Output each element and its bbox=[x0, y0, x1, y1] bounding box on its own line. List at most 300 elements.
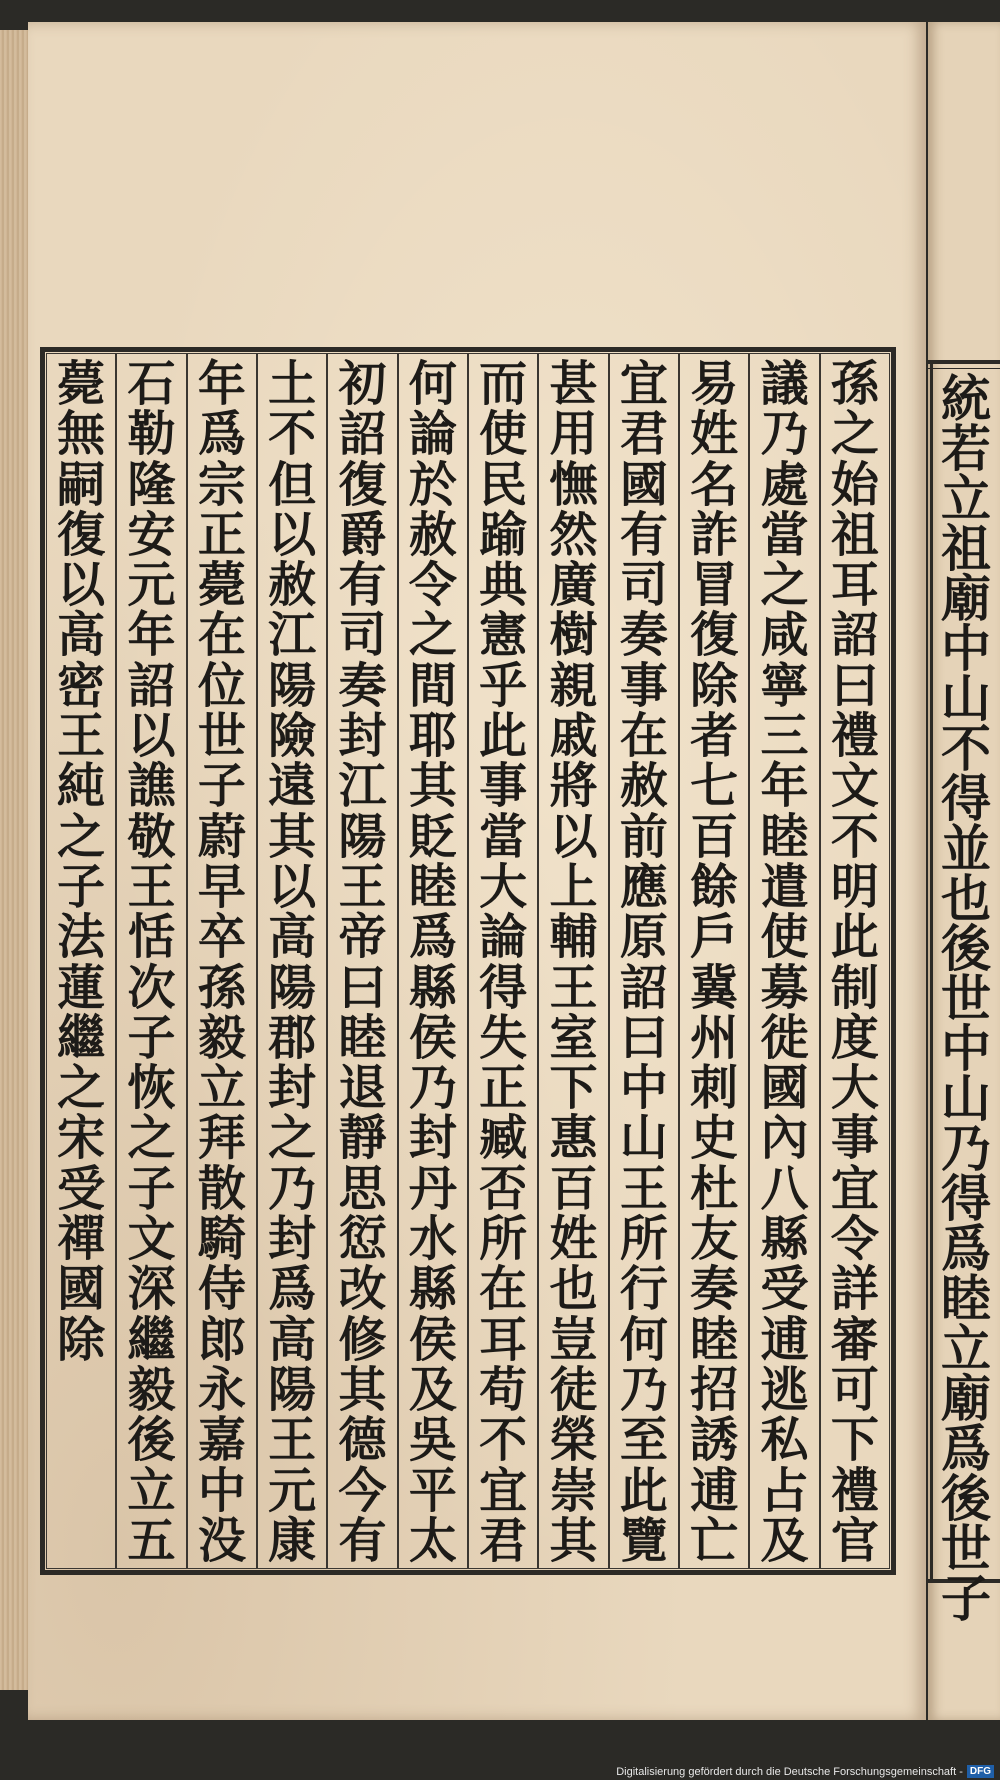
glyph: 立 bbox=[127, 1462, 176, 1519]
text-column bbox=[540, 356, 608, 1569]
glyph: 安 bbox=[127, 506, 176, 563]
glyph: 間 bbox=[408, 657, 457, 714]
text-column bbox=[399, 356, 467, 1569]
glyph: 民 bbox=[479, 456, 528, 513]
glyph: 睦 bbox=[338, 1009, 387, 1066]
glyph: 者 bbox=[690, 708, 739, 765]
glyph: 得 bbox=[941, 769, 991, 828]
glyph: 陽 bbox=[268, 1361, 317, 1418]
text-column bbox=[258, 356, 326, 1569]
glyph: 在 bbox=[619, 708, 668, 765]
glyph: 年 bbox=[760, 758, 809, 815]
glyph: 而 bbox=[479, 356, 528, 412]
glyph: 事 bbox=[830, 1110, 879, 1167]
glyph: 徙 bbox=[760, 1009, 809, 1066]
glyph: 山 bbox=[941, 1069, 991, 1128]
glyph: 乎 bbox=[479, 657, 528, 714]
glyph: 逋 bbox=[690, 1462, 739, 1519]
glyph: 乃 bbox=[268, 1160, 317, 1217]
glyph: 乃 bbox=[408, 1060, 457, 1117]
glyph: 於 bbox=[408, 456, 457, 513]
glyph: 正 bbox=[479, 1060, 528, 1117]
glyph: 睦 bbox=[408, 858, 457, 915]
glyph: 曰 bbox=[619, 1009, 668, 1066]
glyph: 文 bbox=[830, 758, 879, 815]
glyph: 榮 bbox=[549, 1412, 598, 1469]
glyph: 典 bbox=[479, 557, 528, 614]
glyph: 永 bbox=[197, 1361, 246, 1418]
text-column bbox=[329, 356, 397, 1569]
glyph: 失 bbox=[479, 1009, 528, 1066]
glyph: 没 bbox=[197, 1512, 246, 1569]
glyph: 侯 bbox=[408, 1009, 457, 1066]
glyph: 論 bbox=[408, 406, 457, 463]
glyph: 始 bbox=[830, 456, 879, 513]
glyph: 禮 bbox=[830, 708, 879, 765]
glyph: 子 bbox=[57, 858, 106, 915]
glyph: 次 bbox=[127, 959, 176, 1016]
glyph: 縣 bbox=[408, 959, 457, 1016]
next-page-frame-left bbox=[930, 362, 933, 1582]
glyph: 禪 bbox=[57, 1211, 106, 1268]
glyph: 豈 bbox=[549, 1311, 598, 1368]
glyph: 不 bbox=[830, 808, 879, 865]
glyph: 詳 bbox=[830, 1261, 879, 1318]
glyph: 憲 bbox=[479, 607, 528, 664]
glyph: 私 bbox=[760, 1412, 809, 1469]
glyph: 其 bbox=[549, 1512, 598, 1569]
glyph: 百 bbox=[549, 1160, 598, 1217]
glyph: 何 bbox=[619, 1311, 668, 1368]
glyph: 之 bbox=[57, 808, 106, 865]
glyph: 立 bbox=[197, 1060, 246, 1117]
glyph: 後 bbox=[941, 919, 991, 978]
glyph: 世 bbox=[197, 708, 246, 765]
glyph: 此 bbox=[479, 708, 528, 765]
glyph: 爲 bbox=[268, 1261, 317, 1318]
next-page-text-column bbox=[936, 369, 996, 1628]
glyph: 禮 bbox=[830, 1462, 879, 1519]
glyph: 侍 bbox=[197, 1261, 246, 1318]
glyph: 密 bbox=[57, 657, 106, 714]
glyph: 宜 bbox=[619, 356, 668, 412]
glyph: 陽 bbox=[268, 959, 317, 1016]
glyph: 愆 bbox=[338, 1211, 387, 1268]
glyph: 官 bbox=[830, 1512, 879, 1569]
glyph: 爲 bbox=[941, 1219, 991, 1278]
glyph: 宗 bbox=[197, 456, 246, 513]
glyph: 乃 bbox=[760, 406, 809, 463]
glyph: 之 bbox=[760, 557, 809, 614]
glyph: 司 bbox=[338, 607, 387, 664]
glyph: 此 bbox=[619, 1462, 668, 1519]
glyph: 法 bbox=[57, 909, 106, 966]
glyph: 受 bbox=[760, 1261, 809, 1318]
glyph: 修 bbox=[338, 1311, 387, 1368]
glyph: 以 bbox=[127, 708, 176, 765]
glyph: 大 bbox=[830, 1060, 879, 1117]
glyph: 不 bbox=[479, 1412, 528, 1469]
glyph: 至 bbox=[619, 1412, 668, 1469]
glyph: 遣 bbox=[760, 858, 809, 915]
glyph: 耳 bbox=[479, 1311, 528, 1368]
glyph: 可 bbox=[830, 1361, 879, 1418]
glyph: 世 bbox=[941, 969, 991, 1028]
glyph: 乃 bbox=[941, 1119, 991, 1178]
glyph: 除 bbox=[690, 657, 739, 714]
glyph: 亡 bbox=[690, 1512, 739, 1569]
glyph: 樹 bbox=[549, 607, 598, 664]
glyph: 祖 bbox=[830, 506, 879, 563]
glyph: 事 bbox=[619, 657, 668, 714]
glyph: 貶 bbox=[408, 808, 457, 865]
glyph: 除 bbox=[57, 1311, 106, 1368]
glyph: 後 bbox=[941, 1469, 991, 1528]
glyph: 世 bbox=[941, 1519, 991, 1578]
glyph: 敬 bbox=[127, 808, 176, 865]
digitization-credit bbox=[616, 1765, 994, 1778]
glyph: 七 bbox=[690, 758, 739, 815]
glyph: 年 bbox=[127, 607, 176, 664]
glyph: 募 bbox=[760, 959, 809, 1016]
glyph: 吳 bbox=[408, 1412, 457, 1469]
glyph: 康 bbox=[268, 1512, 317, 1569]
glyph: 並 bbox=[941, 819, 991, 878]
glyph: 縣 bbox=[760, 1211, 809, 1268]
glyph: 爲 bbox=[197, 406, 246, 463]
glyph: 毅 bbox=[197, 1009, 246, 1066]
glyph: 論 bbox=[479, 909, 528, 966]
glyph: 散 bbox=[197, 1160, 246, 1217]
glyph: 得 bbox=[479, 959, 528, 1016]
glyph: 山 bbox=[619, 1110, 668, 1167]
glyph: 廟 bbox=[941, 1369, 991, 1428]
glyph: 大 bbox=[479, 858, 528, 915]
glyph: 子 bbox=[127, 1009, 176, 1066]
glyph: 百 bbox=[690, 808, 739, 865]
glyph: 嗣 bbox=[57, 456, 106, 513]
next-page-fragment bbox=[928, 22, 1000, 1720]
glyph: 之 bbox=[830, 406, 879, 463]
glyph: 何 bbox=[408, 356, 457, 412]
glyph: 當 bbox=[760, 506, 809, 563]
glyph: 逃 bbox=[760, 1361, 809, 1418]
glyph: 封 bbox=[268, 1060, 317, 1117]
glyph: 室 bbox=[549, 1009, 598, 1066]
glyph: 餘 bbox=[690, 858, 739, 915]
glyph: 元 bbox=[127, 557, 176, 614]
glyph: 王 bbox=[268, 1412, 317, 1469]
glyph: 靜 bbox=[338, 1110, 387, 1167]
glyph: 崇 bbox=[549, 1462, 598, 1519]
text-column bbox=[610, 356, 678, 1569]
glyph: 友 bbox=[690, 1211, 739, 1268]
glyph: 使 bbox=[479, 406, 528, 463]
glyph: 徒 bbox=[549, 1361, 598, 1418]
glyph: 招 bbox=[690, 1361, 739, 1418]
glyph: 統 bbox=[941, 369, 991, 428]
text-column bbox=[47, 356, 115, 1565]
glyph: 戶 bbox=[690, 909, 739, 966]
glyph: 明 bbox=[830, 858, 879, 915]
glyph: 三 bbox=[760, 708, 809, 765]
glyph: 復 bbox=[57, 506, 106, 563]
glyph: 詐 bbox=[690, 506, 739, 563]
glyph: 陽 bbox=[268, 657, 317, 714]
glyph: 奏 bbox=[619, 607, 668, 664]
glyph: 姓 bbox=[549, 1211, 598, 1268]
glyph: 蓮 bbox=[57, 959, 106, 1016]
glyph: 有 bbox=[338, 1512, 387, 1569]
glyph: 詔 bbox=[127, 657, 176, 714]
glyph: 司 bbox=[619, 557, 668, 614]
glyph: 覽 bbox=[619, 1512, 668, 1569]
glyph: 其 bbox=[268, 808, 317, 865]
glyph: 爲 bbox=[941, 1419, 991, 1478]
glyph: 宋 bbox=[57, 1110, 106, 1167]
text-column bbox=[821, 356, 889, 1569]
glyph: 下 bbox=[549, 1060, 598, 1117]
glyph: 勒 bbox=[127, 406, 176, 463]
glyph: 也 bbox=[549, 1261, 598, 1318]
glyph: 土 bbox=[268, 356, 317, 412]
glyph: 刺 bbox=[690, 1060, 739, 1117]
glyph: 睦 bbox=[690, 1311, 739, 1368]
glyph: 內 bbox=[760, 1110, 809, 1167]
glyph: 苟 bbox=[479, 1361, 528, 1418]
glyph: 中 bbox=[197, 1462, 246, 1519]
glyph: 高 bbox=[57, 607, 106, 664]
glyph: 毅 bbox=[127, 1361, 176, 1418]
glyph: 睦 bbox=[941, 1269, 991, 1328]
glyph: 侯 bbox=[408, 1311, 457, 1368]
glyph: 上 bbox=[549, 858, 598, 915]
glyph: 議 bbox=[760, 356, 809, 412]
glyph: 後 bbox=[127, 1412, 176, 1469]
dfg-logo: DFG bbox=[967, 1765, 994, 1778]
glyph: 當 bbox=[479, 808, 528, 865]
glyph: 咸 bbox=[760, 607, 809, 664]
glyph: 王 bbox=[127, 858, 176, 915]
glyph: 其 bbox=[338, 1361, 387, 1418]
glyph: 郎 bbox=[197, 1311, 246, 1368]
glyph: 名 bbox=[690, 456, 739, 513]
glyph: 不 bbox=[941, 719, 991, 778]
glyph: 位 bbox=[197, 657, 246, 714]
glyph: 姓 bbox=[690, 406, 739, 463]
glyph: 應 bbox=[619, 858, 668, 915]
glyph: 廣 bbox=[549, 557, 598, 614]
glyph: 無 bbox=[57, 406, 106, 463]
glyph: 早 bbox=[197, 858, 246, 915]
glyph: 耳 bbox=[830, 557, 879, 614]
glyph: 踰 bbox=[479, 506, 528, 563]
glyph: 詔 bbox=[830, 607, 879, 664]
glyph: 使 bbox=[760, 909, 809, 966]
glyph: 嘉 bbox=[197, 1412, 246, 1469]
glyph: 石 bbox=[127, 356, 176, 412]
credit-text: Digitalisierung gefördert durch die Deutsche Forschungsgemeinschaft - bbox=[616, 1765, 963, 1778]
glyph: 中 bbox=[941, 1019, 991, 1078]
glyph: 薨 bbox=[57, 356, 106, 412]
glyph: 水 bbox=[408, 1211, 457, 1268]
text-column bbox=[469, 356, 537, 1569]
glyph: 戚 bbox=[549, 708, 598, 765]
glyph: 封 bbox=[338, 708, 387, 765]
glyph: 純 bbox=[57, 758, 106, 815]
glyph: 中 bbox=[941, 619, 991, 678]
glyph: 甚 bbox=[549, 356, 598, 412]
glyph: 立 bbox=[941, 1319, 991, 1378]
glyph: 繼 bbox=[127, 1311, 176, 1368]
glyph: 元 bbox=[268, 1462, 317, 1519]
glyph: 度 bbox=[830, 1009, 879, 1066]
glyph: 乃 bbox=[619, 1361, 668, 1418]
glyph: 初 bbox=[338, 356, 387, 412]
glyph: 所 bbox=[619, 1211, 668, 1268]
glyph: 受 bbox=[57, 1160, 106, 1217]
glyph: 爲 bbox=[408, 909, 457, 966]
glyph: 耶 bbox=[408, 708, 457, 765]
glyph: 憮 bbox=[549, 456, 598, 513]
glyph: 隆 bbox=[127, 456, 176, 513]
glyph: 州 bbox=[690, 1009, 739, 1066]
glyph: 令 bbox=[408, 557, 457, 614]
glyph: 爵 bbox=[338, 506, 387, 563]
glyph: 恢 bbox=[127, 1060, 176, 1117]
glyph: 惠 bbox=[549, 1110, 598, 1167]
glyph: 德 bbox=[338, 1412, 387, 1469]
glyph: 以 bbox=[57, 557, 106, 614]
glyph: 寧 bbox=[760, 657, 809, 714]
glyph: 杜 bbox=[690, 1160, 739, 1217]
glyph: 祖 bbox=[941, 519, 991, 578]
glyph: 遠 bbox=[268, 758, 317, 815]
glyph: 否 bbox=[479, 1160, 528, 1217]
glyph: 薨 bbox=[197, 557, 246, 614]
glyph: 江 bbox=[338, 758, 387, 815]
glyph: 用 bbox=[549, 406, 598, 463]
glyph: 誘 bbox=[690, 1412, 739, 1469]
glyph: 騎 bbox=[197, 1211, 246, 1268]
glyph: 之 bbox=[127, 1110, 176, 1167]
glyph: 改 bbox=[338, 1261, 387, 1318]
glyph: 曰 bbox=[830, 657, 879, 714]
glyph: 親 bbox=[549, 657, 598, 714]
glyph: 審 bbox=[830, 1311, 879, 1368]
glyph: 正 bbox=[197, 506, 246, 563]
glyph: 此 bbox=[830, 909, 879, 966]
glyph: 及 bbox=[760, 1512, 809, 1569]
glyph: 前 bbox=[619, 808, 668, 865]
glyph: 逋 bbox=[760, 1311, 809, 1368]
text-column bbox=[680, 356, 748, 1569]
glyph: 郡 bbox=[268, 1009, 317, 1066]
glyph: 及 bbox=[408, 1361, 457, 1418]
glyph: 在 bbox=[197, 607, 246, 664]
glyph: 之 bbox=[268, 1110, 317, 1167]
glyph: 以 bbox=[549, 808, 598, 865]
glyph: 冒 bbox=[690, 557, 739, 614]
glyph: 以 bbox=[268, 506, 317, 563]
glyph: 退 bbox=[338, 1060, 387, 1117]
glyph: 高 bbox=[268, 1311, 317, 1368]
glyph: 蔚 bbox=[197, 808, 246, 865]
glyph: 以 bbox=[268, 858, 317, 915]
glyph: 險 bbox=[268, 708, 317, 765]
glyph: 詔 bbox=[619, 959, 668, 1016]
glyph: 其 bbox=[408, 758, 457, 815]
glyph: 有 bbox=[338, 557, 387, 614]
glyph: 孫 bbox=[197, 959, 246, 1016]
glyph: 封 bbox=[268, 1211, 317, 1268]
glyph: 文 bbox=[127, 1211, 176, 1268]
glyph: 太 bbox=[408, 1512, 457, 1569]
glyph: 王 bbox=[57, 708, 106, 765]
glyph: 奏 bbox=[338, 657, 387, 714]
glyph: 封 bbox=[408, 1110, 457, 1167]
glyph: 得 bbox=[941, 1169, 991, 1228]
glyph: 赦 bbox=[408, 506, 457, 563]
glyph: 譙 bbox=[127, 758, 176, 815]
glyph: 卒 bbox=[197, 909, 246, 966]
glyph: 中 bbox=[619, 1060, 668, 1117]
glyph: 冀 bbox=[690, 959, 739, 1016]
glyph: 深 bbox=[127, 1261, 176, 1318]
glyph: 八 bbox=[760, 1160, 809, 1217]
glyph: 君 bbox=[619, 406, 668, 463]
glyph: 下 bbox=[830, 1412, 879, 1469]
glyph: 易 bbox=[690, 356, 739, 412]
glyph: 史 bbox=[690, 1110, 739, 1167]
glyph: 占 bbox=[760, 1462, 809, 1519]
glyph: 帝 bbox=[338, 909, 387, 966]
glyph: 赦 bbox=[268, 557, 317, 614]
glyph: 今 bbox=[338, 1462, 387, 1519]
glyph: 國 bbox=[57, 1261, 106, 1318]
glyph: 之 bbox=[57, 1060, 106, 1117]
glyph: 之 bbox=[408, 607, 457, 664]
glyph: 令 bbox=[830, 1211, 879, 1268]
glyph: 繼 bbox=[57, 1009, 106, 1066]
glyph: 國 bbox=[619, 456, 668, 513]
glyph: 在 bbox=[479, 1261, 528, 1318]
glyph: 處 bbox=[760, 456, 809, 513]
next-page-frame-top bbox=[928, 360, 1000, 364]
glyph: 恬 bbox=[127, 909, 176, 966]
glyph: 五 bbox=[127, 1512, 176, 1569]
glyph: 赦 bbox=[619, 758, 668, 815]
glyph: 廟 bbox=[941, 569, 991, 628]
glyph: 山 bbox=[941, 669, 991, 728]
glyph: 臧 bbox=[479, 1110, 528, 1167]
glyph: 詔 bbox=[338, 406, 387, 463]
glyph: 孫 bbox=[830, 356, 879, 412]
glyph: 睦 bbox=[760, 808, 809, 865]
glyph: 國 bbox=[760, 1060, 809, 1117]
glyph: 子 bbox=[941, 1569, 991, 1628]
glyph: 宜 bbox=[479, 1462, 528, 1519]
text-column bbox=[188, 356, 256, 1569]
glyph: 復 bbox=[690, 607, 739, 664]
glyph: 王 bbox=[549, 959, 598, 1016]
glyph: 奏 bbox=[690, 1261, 739, 1318]
glyph: 將 bbox=[549, 758, 598, 815]
glyph: 也 bbox=[941, 869, 991, 928]
glyph: 高 bbox=[268, 909, 317, 966]
glyph: 所 bbox=[479, 1211, 528, 1268]
glyph: 有 bbox=[619, 506, 668, 563]
